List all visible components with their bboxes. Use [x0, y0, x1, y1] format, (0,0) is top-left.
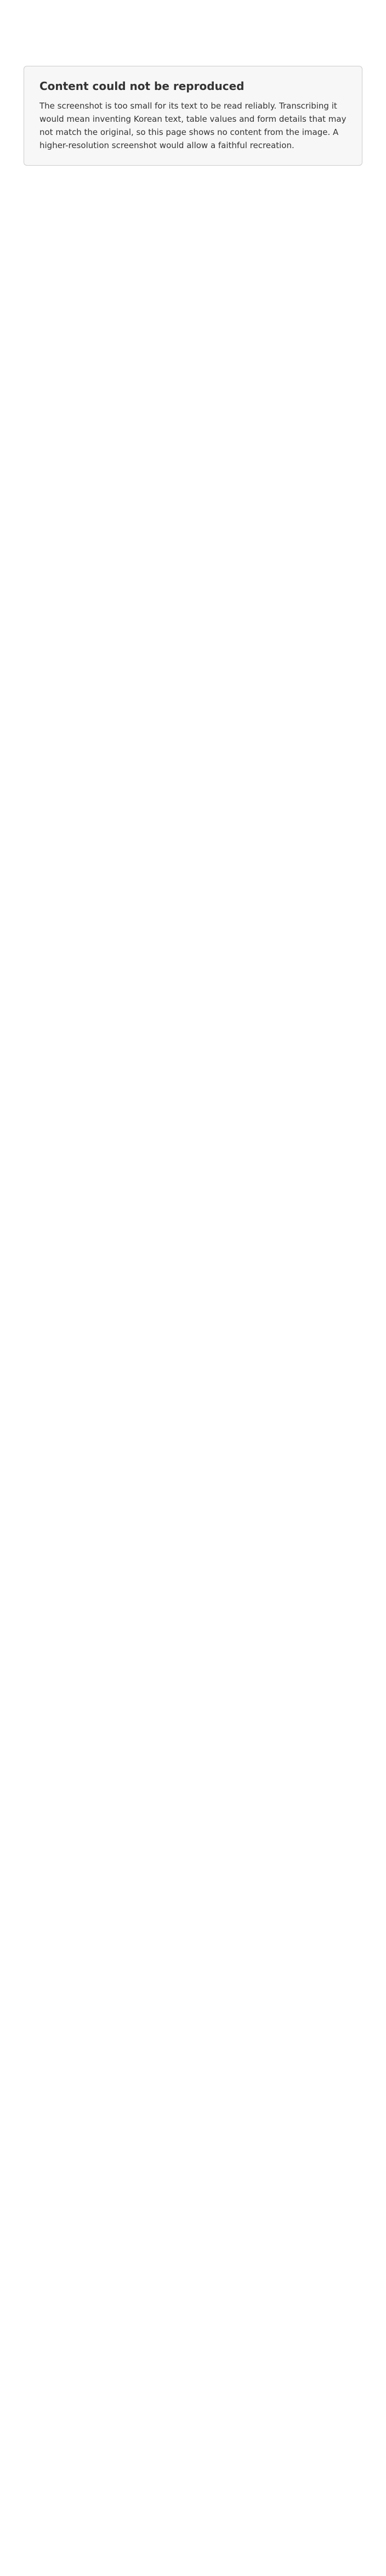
notice-title: Content could not be reproduced [39, 80, 245, 93]
notice-body: The screenshot is too small for its text to be read reliably. Transcribing it would mean inventing Korean text, table values and form details that may not match the original, so this page shows no content from the image. A higher-resolution screenshot would allow a faithful recreation. [39, 101, 347, 150]
notice-panel [24, 66, 362, 166]
